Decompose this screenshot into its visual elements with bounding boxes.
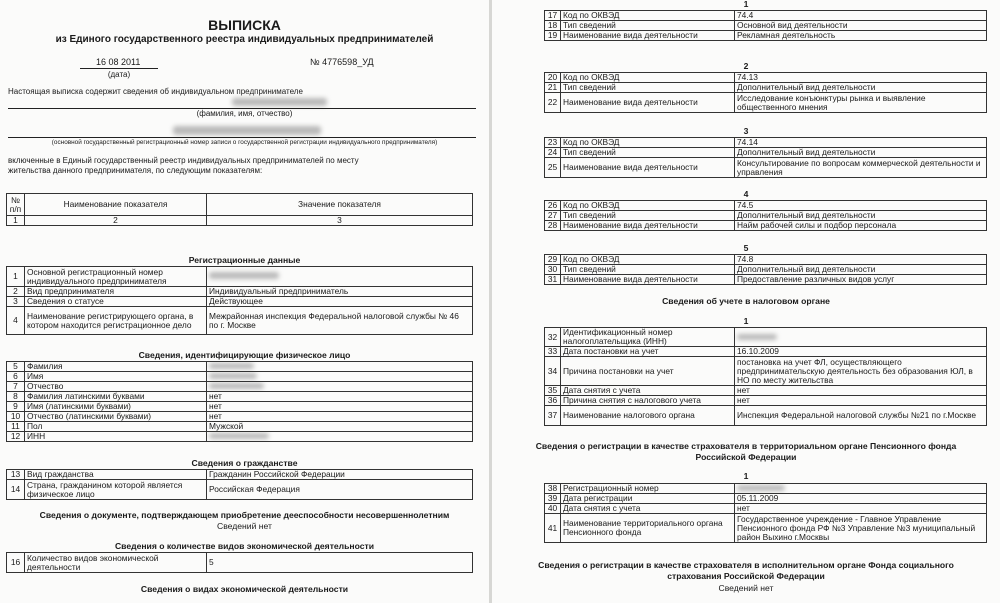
okved-group-index: 5 xyxy=(743,243,749,253)
row-number: 39 xyxy=(545,494,561,504)
row-value: Рекламная деятельность xyxy=(735,31,987,41)
row-value: Дополнительный вид деятельности xyxy=(735,83,987,93)
row-value xyxy=(735,484,987,494)
extract-page-right xyxy=(492,0,1000,603)
redacted-name xyxy=(232,98,327,106)
row-value xyxy=(207,382,473,392)
row-value: Мужской xyxy=(207,422,473,432)
row-number: 2 xyxy=(7,287,25,297)
section-title-social-line-2: страхования Российской Федерации xyxy=(667,571,825,581)
okved-table xyxy=(544,254,987,285)
col-index-cell: 1 xyxy=(7,216,25,226)
col-value-header: Значение показателя xyxy=(207,194,473,216)
pension-table xyxy=(544,483,987,543)
row-number: 21 xyxy=(545,83,561,93)
row-label: Фамилия xyxy=(25,362,207,372)
row-number: 5 xyxy=(7,362,25,372)
row-label: ИНН xyxy=(25,432,207,442)
row-label: Наименование вида деятельности xyxy=(561,31,735,41)
row-value: Гражданин Российской Федерации xyxy=(207,470,473,480)
row-label: Дата регистрации xyxy=(561,494,735,504)
row-value: 5 xyxy=(207,553,473,573)
row-number: 38 xyxy=(545,484,561,494)
okved-table xyxy=(544,10,987,41)
row-value: Дополнительный вид деятельности xyxy=(735,211,987,221)
activity-count-table xyxy=(6,552,473,573)
okved-group-index: 4 xyxy=(743,189,749,199)
extract-number: № 4776598_УД xyxy=(310,57,374,67)
extract-page-left xyxy=(0,0,489,603)
row-value: 74.5 xyxy=(735,201,987,211)
okved-group-index: 2 xyxy=(743,61,749,71)
row-number: 11 xyxy=(7,422,25,432)
section-title-pension: Сведения о регистрации в качестве страхователя в территориальном органе Пенсионного фонда xyxy=(535,441,957,451)
row-number: 40 xyxy=(545,504,561,514)
row-value: 74.13 xyxy=(735,73,987,83)
row-value: Консультирование по вопросам коммерческой деятельности и управления xyxy=(735,158,987,178)
section-title-person: Сведения, идентифицирующие физическое лицо xyxy=(138,350,351,360)
row-label: Дата постановки на учет xyxy=(561,347,735,357)
row-value: Инспекция Федеральной налоговой службы №21 по г.Москве xyxy=(735,406,987,426)
row-number: 26 xyxy=(545,201,561,211)
okved-group-index: 1 xyxy=(743,0,749,9)
row-label: Наименование налогового органа xyxy=(561,406,735,426)
row-label: Фамилия латинскими буквами xyxy=(25,392,207,402)
row-value xyxy=(207,267,473,287)
row-number: 33 xyxy=(545,347,561,357)
row-number: 9 xyxy=(7,402,25,412)
row-number: 4 xyxy=(7,307,25,335)
row-value: Индивидуальный предприниматель xyxy=(207,287,473,297)
row-value: Российская Федерация xyxy=(207,480,473,500)
row-value: Исследование конъюнктуры рынка и выявление общественного мнения xyxy=(735,93,987,113)
row-number: 35 xyxy=(545,386,561,396)
row-value xyxy=(207,432,473,442)
section-title-activity-types: Сведения о видах экономической деятельности xyxy=(140,584,349,594)
section-title-tax: Сведения об учете в налоговом органе xyxy=(662,296,830,306)
row-value: нет xyxy=(735,504,987,514)
okved-table xyxy=(544,72,987,113)
row-label: Отчество xyxy=(25,382,207,392)
registration-table xyxy=(6,266,473,335)
row-number: 7 xyxy=(7,382,25,392)
row-value xyxy=(207,372,473,382)
row-value: 74.8 xyxy=(735,255,987,265)
row-label: Код по ОКВЭД xyxy=(561,138,735,148)
row-number: 19 xyxy=(545,31,561,41)
section-title-pension-line-2: Российской Федерации xyxy=(695,452,797,462)
row-number: 3 xyxy=(7,297,25,307)
row-value: 16.10.2009 xyxy=(735,347,987,357)
row-label: Количество видов экономической деятельности xyxy=(25,553,207,573)
row-value: Государственное учреждение - Главное Управление Пенсионного фонда РФ №3 Управление №3 муниципальный район Выхино г.Москвы xyxy=(735,514,987,543)
row-number: 1 xyxy=(7,267,25,287)
pension-group-index: 1 xyxy=(743,471,749,481)
row-value: нет xyxy=(207,392,473,402)
person-table xyxy=(6,361,473,442)
ogrn-caption: (основной государственный регистрационный номер записи о государственной регистрации индивидуального предпринимателя) xyxy=(51,139,438,146)
row-label: Сведения о статусе xyxy=(25,297,207,307)
row-value: Дополнительный вид деятельности xyxy=(735,148,987,158)
row-value: нет xyxy=(207,412,473,422)
row-value: нет xyxy=(207,402,473,412)
row-label: Наименование вида деятельности xyxy=(561,158,735,178)
row-number: 37 xyxy=(545,406,561,426)
okved-table xyxy=(544,200,987,231)
row-label: Дата снятия с учета xyxy=(561,386,735,396)
row-value: нет xyxy=(735,386,987,396)
row-label: Код по ОКВЭД xyxy=(561,201,735,211)
header-table xyxy=(6,193,473,226)
tax-table xyxy=(544,327,987,426)
row-label: Вид предпринимателя xyxy=(25,287,207,297)
section-title-activity-count: Сведения о количестве видов экономической деятельности xyxy=(114,541,375,551)
intro-text: Настоящая выписка содержит сведения об индивидуальном предпринимателе xyxy=(8,87,303,96)
row-number: 23 xyxy=(545,138,561,148)
row-label: Имя xyxy=(25,372,207,382)
row-number: 16 xyxy=(7,553,25,573)
row-label: Регистрационный номер xyxy=(561,484,735,494)
col-index-cell: 2 xyxy=(25,216,207,226)
row-label: Тип сведений xyxy=(561,83,735,93)
row-label: Имя (латинскими буквами) xyxy=(25,402,207,412)
row-number: 30 xyxy=(545,265,561,275)
row-label: Тип сведений xyxy=(561,265,735,275)
row-label: Пол xyxy=(25,422,207,432)
row-label: Дата снятия с учета xyxy=(561,504,735,514)
col-name-header: Наименование показателя xyxy=(25,194,207,216)
row-number: 20 xyxy=(545,73,561,83)
redacted-ogrn xyxy=(173,126,321,135)
row-label: Наименование территориального органа Пенсионного фонда xyxy=(561,514,735,543)
row-number: 6 xyxy=(7,372,25,382)
row-number: 10 xyxy=(7,412,25,422)
row-label: Тип сведений xyxy=(561,148,735,158)
social-none: Сведений нет xyxy=(718,583,774,593)
row-number: 17 xyxy=(545,11,561,21)
row-number: 25 xyxy=(545,158,561,178)
row-value: 74.4 xyxy=(735,11,987,21)
row-number: 27 xyxy=(545,211,561,221)
row-label: Основной регистрационный номер индивидуального предпринимателя xyxy=(25,267,207,287)
extract-date: 16 08 2011 xyxy=(96,57,141,67)
row-label: Идентификационный номер налогоплательщика (ИНН) xyxy=(561,328,735,347)
section-title-social: Сведения о регистрации в качестве страхователя в исполнительном органе Фонда социального xyxy=(538,560,954,570)
citizenship-table xyxy=(6,469,473,500)
section-title-capacity-document: Сведения о документе, подтверждающем приобретение дееспособности несовершеннолетним xyxy=(39,510,450,520)
row-label: Страна, гражданином которой является физическое лицо xyxy=(25,480,207,500)
name-caption: (фамилия, имя, отчество) xyxy=(196,109,293,118)
row-label: Причина снятия с налогового учета xyxy=(561,396,735,406)
row-label: Код по ОКВЭД xyxy=(561,255,735,265)
row-value: 74.14 xyxy=(735,138,987,148)
row-value xyxy=(207,362,473,372)
row-number: 29 xyxy=(545,255,561,265)
row-value: 05.11.2009 xyxy=(735,494,987,504)
row-value: Дополнительный вид деятельности xyxy=(735,265,987,275)
row-label: Отчество (латинскими буквами) xyxy=(25,412,207,422)
row-label: Наименование регистрирующего органа, в котором находится регистрационное дело xyxy=(25,307,207,335)
section-title-registration: Регистрационные данные xyxy=(188,255,301,265)
row-number: 18 xyxy=(545,21,561,31)
row-number: 31 xyxy=(545,275,561,285)
row-label: Наименование вида деятельности xyxy=(561,93,735,113)
included-line-1: включенные в Единый государственный реестр индивидуальных предпринимателей по месту xyxy=(8,156,359,165)
col-num-header: № п/п xyxy=(7,194,25,216)
document-title: ВЫПИСКА xyxy=(208,17,281,33)
row-number: 14 xyxy=(7,480,25,500)
row-label: Наименование вида деятельности xyxy=(561,275,735,285)
okved-table xyxy=(544,137,987,178)
row-number: 8 xyxy=(7,392,25,402)
tax-group-index: 1 xyxy=(743,316,749,326)
row-label: Тип сведений xyxy=(561,211,735,221)
row-label: Вид гражданства xyxy=(25,470,207,480)
row-value xyxy=(735,328,987,347)
row-value: Найм рабочей силы и подбор персонала xyxy=(735,221,987,231)
row-number: 13 xyxy=(7,470,25,480)
date-caption: (дата) xyxy=(107,70,131,79)
row-number: 24 xyxy=(545,148,561,158)
row-value: Основной вид деятельности xyxy=(735,21,987,31)
row-number: 34 xyxy=(545,357,561,386)
row-label: Код по ОКВЭД xyxy=(561,73,735,83)
row-number: 32 xyxy=(545,328,561,347)
row-value: Предоставление различных видов услуг xyxy=(735,275,987,285)
row-number: 12 xyxy=(7,432,25,442)
row-label: Причина постановки на учет xyxy=(561,357,735,386)
section-title-citizenship: Сведения о гражданстве xyxy=(191,458,298,468)
col-index-cell: 3 xyxy=(207,216,473,226)
row-label: Тип сведений xyxy=(561,21,735,31)
row-value: нет xyxy=(735,396,987,406)
row-number: 22 xyxy=(545,93,561,113)
row-number: 36 xyxy=(545,396,561,406)
row-value: Межрайонная инспекция Федеральной налоговой службы № 46 по г. Москве xyxy=(207,307,473,335)
row-value: Действующее xyxy=(207,297,473,307)
row-label: Код по ОКВЭД xyxy=(561,11,735,21)
row-label: Наименование вида деятельности xyxy=(561,221,735,231)
capacity-document-none: Сведений нет xyxy=(217,521,272,531)
row-number: 41 xyxy=(545,514,561,543)
okved-group-index: 3 xyxy=(743,126,749,136)
row-value: постановка на учет ФЛ, осуществляющего предпринимательскую деятельность без образования ЮЛ, в НО по месту жительства xyxy=(735,357,987,386)
row-number: 28 xyxy=(545,221,561,231)
document-subtitle: из Единого государственного реестра индивидуальных предпринимателей xyxy=(55,34,434,45)
included-line-2: жительства данного предпринимателя, по следующим показателям: xyxy=(8,166,263,175)
